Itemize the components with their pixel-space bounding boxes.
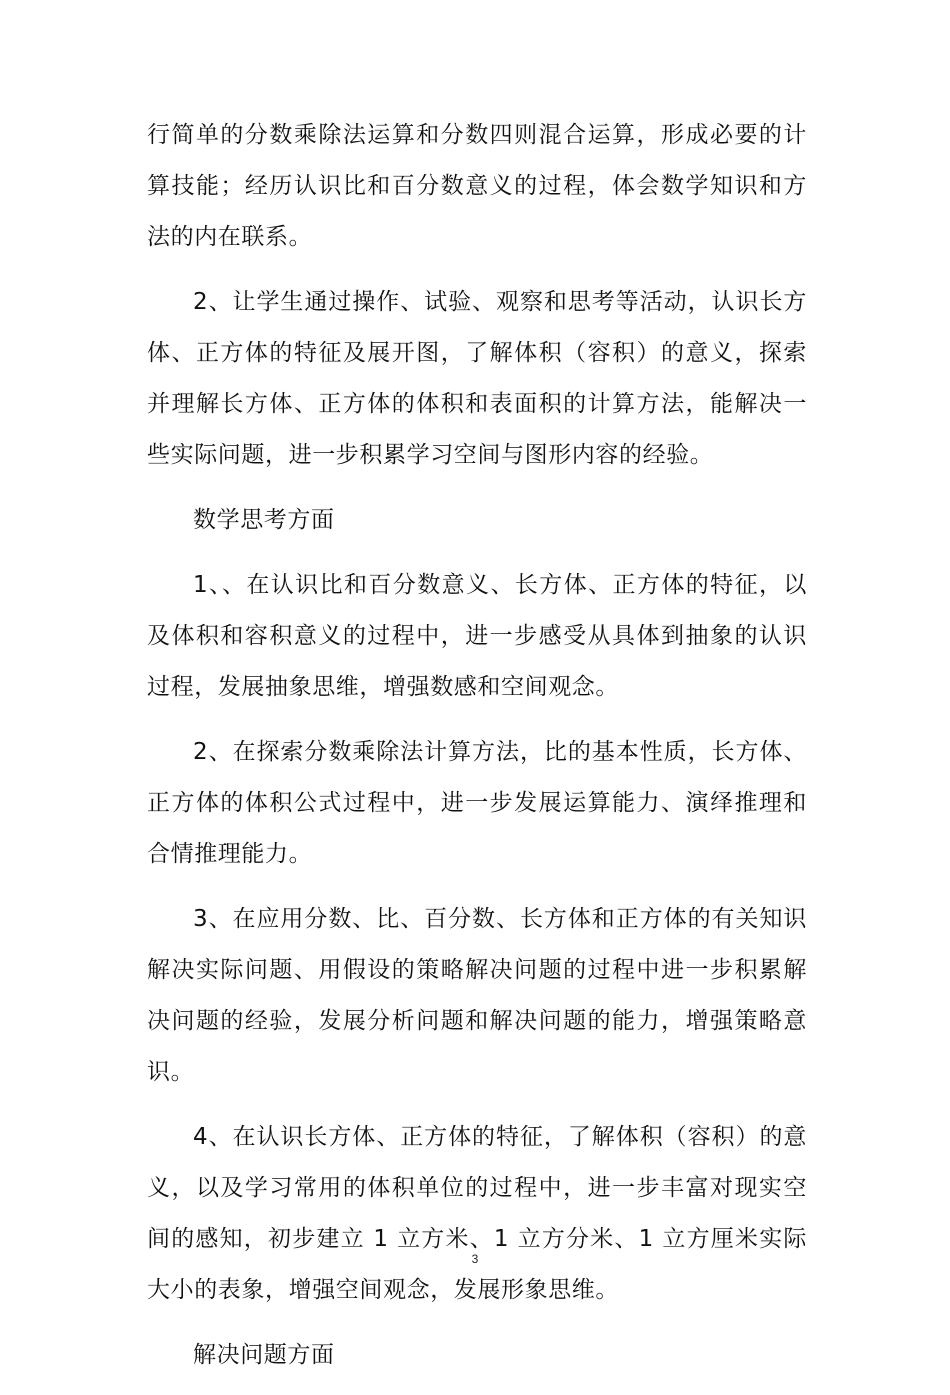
paragraph-thinking-item-1: 1、、在认识比和百分数意义、长方体、正方体的特征，以及体积和容积意义的过程中，进一步感受从具体到抽象的认识过程，发展抽象思维，增强数感和空间观念。 xyxy=(147,572,807,700)
page-number: 3 xyxy=(471,1252,479,1266)
paragraph-thinking-item-2: 2、在探索分数乘除法计算方法，比的基本性质，长方体、正方体的体积公式过程中，进一步发展运算能力、演绎推理和合情推理能力。 xyxy=(147,739,807,867)
document-body xyxy=(147,110,807,1395)
paragraph-thinking-item-3: 3、在应用分数、比、百分数、长方体和正方体的有关知识解决实际问题、用假设的策略解决问题的过程中进一步积累解决问题的经验，发展分析问题和解决问题的能力，增强策略意识。 xyxy=(147,906,807,1085)
section-heading-problem-solving: 解决问题方面 xyxy=(193,1342,335,1368)
paragraph-thinking-item-4: 4、在认识长方体、正方体的特征，了解体积（容积）的意义，以及学习常用的体积单位的过程中，进一步丰富对现实空间的感知，初步建立 1 立方米、1 立方分米、1 立方厘米实际大小的表象，增强空间观念，发展形象思维。 xyxy=(147,1124,807,1303)
paragraph-continuation: 行简单的分数乘除法运算和分数四则混合运算，形成必要的计算技能；经历认识比和百分数意义的过程，体会数学知识和方法的内在联系。 xyxy=(147,122,807,250)
paragraph-item-2-geometry: 2、让学生通过操作、试验、观察和思考等活动，认识长方体、正方体的特征及展开图，了解体积（容积）的意义，探索并理解长方体、正方体的体积和表面积的计算方法，能解决一些实际问题，进一步积累学习空间与图形内容的经验。 xyxy=(147,289,807,468)
section-heading-math-thinking: 数学思考方面 xyxy=(193,507,335,533)
